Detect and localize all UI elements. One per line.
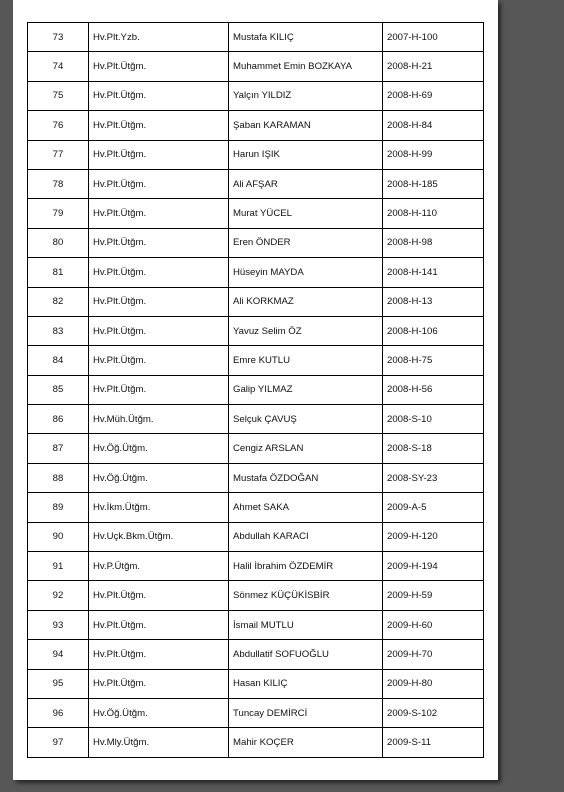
rank-cell: Hv.Plt.Ütğm. [89,111,229,140]
rank-cell: Hv.Plt.Ütğm. [89,375,229,404]
registry-code-cell: 2008-H-98 [383,228,484,257]
registry-code-cell: 2008-S-10 [383,405,484,434]
registry-code-cell: 2008-H-21 [383,52,484,81]
name-cell: Eren ÖNDER [229,228,383,257]
registry-code-cell: 2008-S-18 [383,434,484,463]
name-cell: Ali AFŞAR [229,169,383,198]
table-row [28,169,484,198]
table-row [28,522,484,551]
registry-code-cell: 2008-H-69 [383,81,484,110]
rank-cell: Hv.Plt.Yzb. [89,23,229,52]
name-cell: Mustafa ÖZDOĞAN [229,463,383,492]
name-cell: Mahir KOÇER [229,728,383,757]
name-cell: Mustafa KILIÇ [229,23,383,52]
registry-code-cell: 2008-H-110 [383,199,484,228]
table-row [28,199,484,228]
name-cell: Halil İbrahim ÖZDEMİR [229,552,383,581]
name-cell: Hüseyin MAYDA [229,258,383,287]
table-row [28,463,484,492]
rank-cell: Hv.Plt.Ütğm. [89,140,229,169]
name-cell: Tuncay DEMİRCİ [229,698,383,727]
name-cell: Emre KUTLU [229,346,383,375]
registry-code-cell: 2009-H-194 [383,552,484,581]
table-row [28,405,484,434]
registry-code-cell: 2008-H-141 [383,258,484,287]
rank-cell: Hv.Öğ.Ütğm. [89,698,229,727]
table-row [28,140,484,169]
personnel-table [27,22,484,758]
row-number-cell: 95 [28,669,89,698]
row-number-cell: 84 [28,346,89,375]
name-cell: Muhammet Emin BOZKAYA [229,52,383,81]
rank-cell: Hv.Plt.Ütğm. [89,52,229,81]
row-number-cell: 76 [28,111,89,140]
registry-code-cell: 2009-S-102 [383,698,484,727]
row-number-cell: 79 [28,199,89,228]
name-cell: Yavuz Selim ÖZ [229,316,383,345]
registry-code-cell: 2008-H-185 [383,169,484,198]
row-number-cell: 83 [28,316,89,345]
registry-code-cell: 2008-H-13 [383,287,484,316]
rank-cell: Hv.Plt.Ütğm. [89,669,229,698]
name-cell: İsmail MUTLU [229,610,383,639]
name-cell: Yalçın YILDIZ [229,81,383,110]
table-row [28,316,484,345]
rank-cell: Hv.Müh.Ütğm. [89,405,229,434]
name-cell: Cengiz ARSLAN [229,434,383,463]
rank-cell: Hv.Plt.Ütğm. [89,228,229,257]
name-cell: Sönmez KÜÇÜKİSBİR [229,581,383,610]
rank-cell: Hv.Plt.Ütğm. [89,199,229,228]
table-row [28,610,484,639]
rank-cell: Hv.Plt.Ütğm. [89,610,229,639]
row-number-cell: 75 [28,81,89,110]
registry-code-cell: 2009-H-120 [383,522,484,551]
registry-code-cell: 2009-H-80 [383,669,484,698]
rank-cell: Hv.Öğ.Ütğm. [89,463,229,492]
row-number-cell: 96 [28,698,89,727]
registry-code-cell: 2008-H-56 [383,375,484,404]
table-row [28,698,484,727]
name-cell: Hasan KILIÇ [229,669,383,698]
registry-code-cell: 2008-H-75 [383,346,484,375]
table-row [28,52,484,81]
row-number-cell: 97 [28,728,89,757]
registry-code-cell: 2008-H-106 [383,316,484,345]
registry-code-cell: 2007-H-100 [383,23,484,52]
registry-code-cell: 2009-S-11 [383,728,484,757]
name-cell: Abdullah KARACI [229,522,383,551]
table-row [28,434,484,463]
table-row [28,346,484,375]
row-number-cell: 86 [28,405,89,434]
rank-cell: Hv.Mly.Ütğm. [89,728,229,757]
rank-cell: Hv.Öğ.Ütğm. [89,434,229,463]
rank-cell: Hv.Plt.Ütğm. [89,169,229,198]
table-row [28,287,484,316]
row-number-cell: 91 [28,552,89,581]
row-number-cell: 80 [28,228,89,257]
rank-cell: Hv.Plt.Ütğm. [89,640,229,669]
row-number-cell: 89 [28,493,89,522]
table-row [28,228,484,257]
table-row [28,581,484,610]
row-number-cell: 82 [28,287,89,316]
name-cell: Ali KORKMAZ [229,287,383,316]
table-row [28,23,484,52]
registry-code-cell: 2009-H-60 [383,610,484,639]
rank-cell: Hv.Uçk.Bkm.Ütğm. [89,522,229,551]
rank-cell: Hv.Plt.Ütğm. [89,287,229,316]
registry-code-cell: 2009-H-59 [383,581,484,610]
table-row [28,81,484,110]
name-cell: Ahmet SAKA [229,493,383,522]
name-cell: Murat YÜCEL [229,199,383,228]
document-page [13,0,498,780]
table-body [28,23,484,758]
table-row [28,258,484,287]
row-number-cell: 92 [28,581,89,610]
row-number-cell: 74 [28,52,89,81]
row-number-cell: 73 [28,23,89,52]
row-number-cell: 87 [28,434,89,463]
registry-code-cell: 2008-H-84 [383,111,484,140]
row-number-cell: 90 [28,522,89,551]
rank-cell: Hv.Plt.Ütğm. [89,581,229,610]
name-cell: Selçuk ÇAVUŞ [229,405,383,434]
table-row [28,728,484,757]
rank-cell: Hv.Plt.Ütğm. [89,81,229,110]
table-row [28,669,484,698]
name-cell: Abdullatif SOFUOĞLU [229,640,383,669]
name-cell: Harun IŞIK [229,140,383,169]
registry-code-cell: 2008-SY-23 [383,463,484,492]
table-row [28,111,484,140]
row-number-cell: 85 [28,375,89,404]
table-row [28,552,484,581]
row-number-cell: 78 [28,169,89,198]
row-number-cell: 93 [28,610,89,639]
row-number-cell: 81 [28,258,89,287]
table-row [28,375,484,404]
table-row [28,493,484,522]
rank-cell: Hv.P.Ütğm. [89,552,229,581]
rank-cell: Hv.İkm.Ütğm. [89,493,229,522]
rank-cell: Hv.Plt.Ütğm. [89,346,229,375]
row-number-cell: 77 [28,140,89,169]
rank-cell: Hv.Plt.Ütğm. [89,316,229,345]
registry-code-cell: 2008-H-99 [383,140,484,169]
registry-code-cell: 2009-H-70 [383,640,484,669]
rank-cell: Hv.Plt.Ütğm. [89,258,229,287]
row-number-cell: 94 [28,640,89,669]
name-cell: Şaban KARAMAN [229,111,383,140]
name-cell: Galip YILMAZ [229,375,383,404]
registry-code-cell: 2009-A-5 [383,493,484,522]
row-number-cell: 88 [28,463,89,492]
table-row [28,640,484,669]
